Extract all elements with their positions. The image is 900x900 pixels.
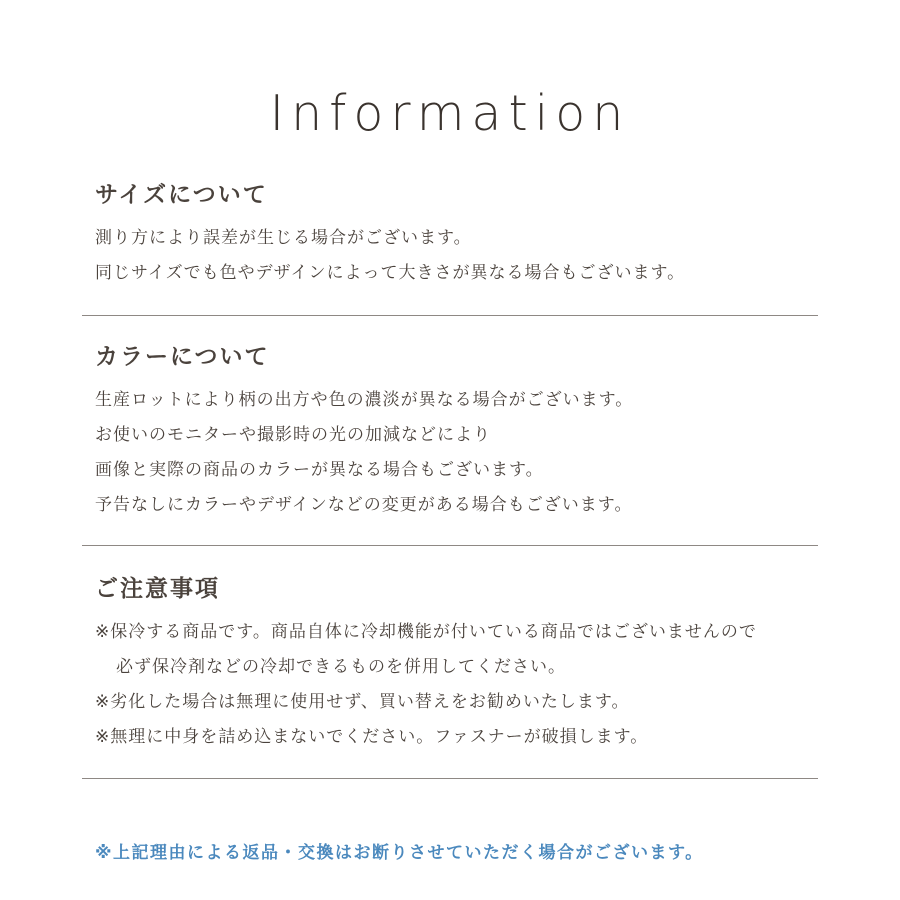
section-color <box>95 346 855 523</box>
section-heading-color: カラーについて <box>95 344 270 370</box>
body-line: 画像と実際の商品のカラーが異なる場合もございます。 <box>95 460 544 480</box>
section-heading-cautions: ご注意事項 <box>95 576 220 602</box>
section-size <box>95 184 855 291</box>
body-line: 必ず保冷剤などの冷却できるものを併用してください。 <box>116 657 566 677</box>
body-line: ※無理に中身を詰め込まないでください。ファスナーが破損します。 <box>95 727 649 747</box>
body-line: 測り方により誤差が生じる場合がございます。 <box>95 228 472 248</box>
section-body-cautions <box>95 615 855 755</box>
section-divider <box>82 315 818 316</box>
body-line: お使いのモニターや撮影時の光の加減などにより <box>95 425 491 445</box>
body-line: 生産ロットにより柄の出方や色の濃淡が異なる場合がございます。 <box>95 390 634 410</box>
body-line: ※劣化した場合は無理に使用せず、買い替えをお勧めいたします。 <box>95 692 630 712</box>
return-policy-note: ※上記理由による返品・交換はお断りさせていただく場合がございます。 <box>95 843 704 863</box>
section-divider <box>82 545 818 546</box>
section-body-color <box>95 383 855 523</box>
body-line: 同じサイズでも色やデザインによって大きさが異なる場合もございます。 <box>95 263 686 283</box>
page-title: Information <box>269 84 631 142</box>
body-line: ※保冷する商品です。商品自体に冷却機能が付いている商品ではございませんので <box>95 622 757 642</box>
section-divider <box>82 778 818 779</box>
body-line: 予告なしにカラーやデザインなどの変更がある場合もございます。 <box>95 495 633 515</box>
section-cautions <box>95 578 855 755</box>
section-body-size <box>95 221 855 291</box>
section-heading-size: サイズについて <box>95 182 268 208</box>
